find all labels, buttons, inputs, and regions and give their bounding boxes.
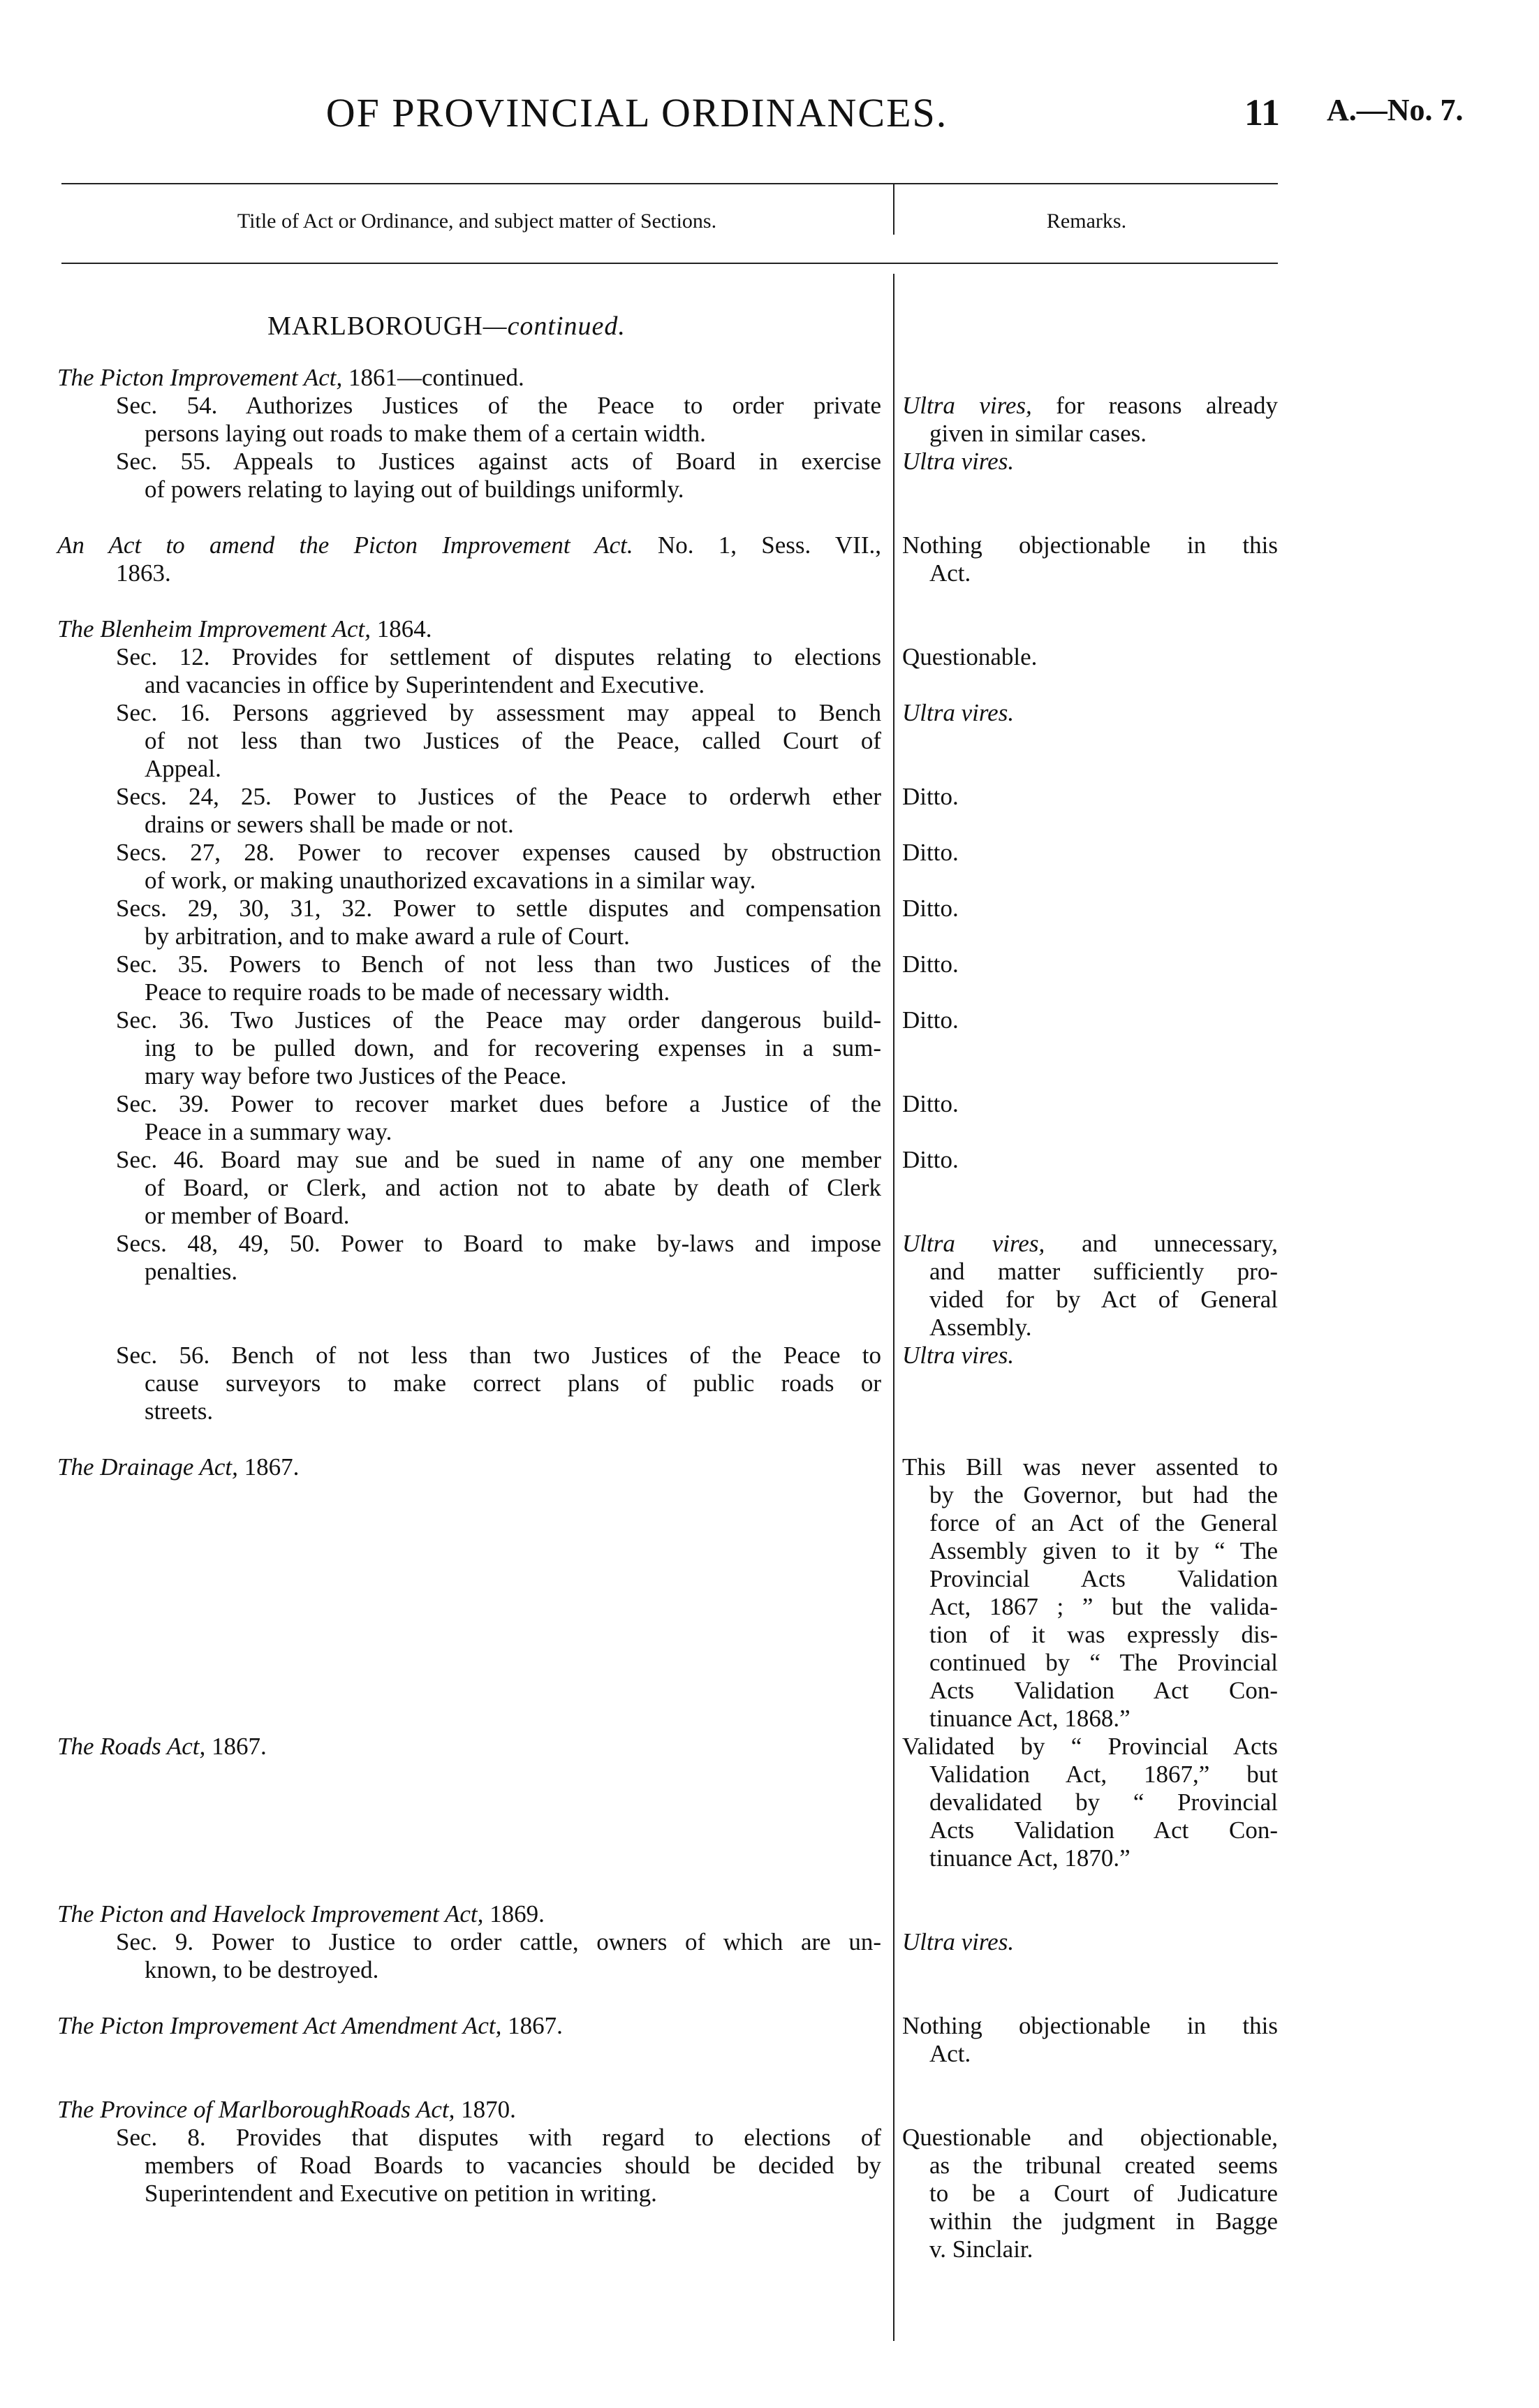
remark-line: Assembly given to it by “ The: [929, 1537, 1278, 1564]
section-name: MARLBOROUGH: [267, 311, 483, 341]
remark-line: tinuance Act, 1870.”: [929, 1844, 1131, 1872]
table-top-rule: [61, 183, 1278, 184]
remark-line: within the judgment in Bagge: [929, 2208, 1278, 2235]
section-heading: [0, 311, 893, 342]
remark-line: v. Sinclair.: [929, 2236, 1033, 2263]
remark-line: Act.: [929, 559, 971, 587]
remark-line: by the Governor, but had the: [929, 1481, 1278, 1508]
section-line: penalties.: [145, 1258, 238, 1285]
section-line: Secs. 29, 30, 31, 32. Power to settle disputes and compensation: [116, 895, 881, 922]
section-line: Secs. 27, 28. Power to recover expenses caused by obstruction: [116, 839, 881, 866]
remark-line: Acts Validation Act Con-: [929, 1677, 1278, 1704]
section-line: cause surveyors to make correct plans of public roads or: [145, 1370, 881, 1397]
section-line: Appeal.: [145, 755, 221, 782]
remark-line: Questionable.: [902, 643, 1038, 670]
section-line: Sec. 46. Board may sue and be sued in name of any one member: [116, 1146, 881, 1173]
act-title-picton-amendment-1867: The Picton Improvement Act Amendment Act, 1867.: [57, 2012, 563, 2039]
remark-line: Ultra vires.: [902, 699, 1015, 726]
section-suffix: —continued.: [483, 311, 626, 341]
section-line: Sec. 56. Bench of not less than two Justices of the Peace to: [116, 1342, 881, 1369]
section-line: streets.: [145, 1397, 214, 1425]
remark-line: Validated by “ Provincial Acts: [902, 1733, 1278, 1760]
section-line: Sec. 16. Persons aggrieved by assessment may appeal to Bench: [116, 699, 881, 726]
section-line: known, to be destroyed.: [145, 1956, 379, 1983]
table-header-rule: [61, 263, 1278, 264]
section-line: Sec. 35. Powers to Bench of not less than two Justices of the: [116, 950, 881, 978]
section-line: Sec. 54. Authorizes Justices of the Peace to order private: [116, 392, 881, 419]
remark-line: This Bill was never assented to: [902, 1453, 1278, 1481]
section-line: of Board, or Clerk, and action not to abate by death of Clerk: [145, 1174, 881, 1201]
remark-line: force of an Act of the General: [929, 1509, 1278, 1536]
remark-line: to be a Court of Judicature: [929, 2180, 1278, 2207]
remark-line: Assembly.: [929, 1314, 1032, 1341]
section-line: Sec. 12. Provides for settlement of disputes relating to elections: [116, 643, 881, 670]
remark-line: Validation Act, 1867,” but: [929, 1761, 1278, 1788]
page-number: 11: [1244, 91, 1281, 133]
remark-line: Ditto.: [902, 1006, 959, 1034]
section-line: of not less than two Justices of the Peace, called Court of: [145, 727, 881, 754]
act-title-roads-1867: The Roads Act, 1867.: [57, 1733, 267, 1760]
act-title-line: 1863.: [116, 559, 171, 587]
remark-line: Nothing objectionable in this: [902, 531, 1278, 559]
section-line: by arbitration, and to make award a rule of Court.: [145, 923, 630, 950]
section-line: mary way before two Justices of the Peace.: [145, 1062, 567, 1089]
remark-line: tion of it was expressly dis-: [929, 1621, 1278, 1648]
section-line: Peace in a summary way.: [145, 1118, 392, 1145]
section-line: of powers relating to laying out of buildings uniformly.: [145, 476, 684, 503]
remark-line: Ditto.: [902, 839, 959, 866]
section-line: Secs. 48, 49, 50. Power to Board to make by-laws and impose: [116, 1230, 881, 1257]
remark-line: Ditto.: [902, 895, 959, 922]
section-line: persons laying out roads to make them of a certain width.: [145, 420, 706, 447]
remark-line: given in similar cases.: [929, 420, 1147, 447]
remark-line: Provincial Acts Validation: [929, 1565, 1278, 1592]
act-title-blenheim-1864: The Blenheim Improvement Act, 1864.: [57, 615, 432, 643]
section-line: Peace to require roads to be made of necessary width.: [145, 978, 670, 1006]
remark-line: Ditto.: [902, 950, 959, 978]
header-column-divider: [893, 184, 894, 235]
remark-line: tinuance Act, 1868.”: [929, 1705, 1131, 1732]
remark-line: vided for by Act of General: [929, 1286, 1278, 1313]
section-line: Sec. 9. Power to Justice to order cattle, owners of which are un-: [116, 1928, 881, 1955]
remark-line: devalidated by “ Provincial: [929, 1789, 1278, 1816]
section-line: or member of Board.: [145, 1202, 350, 1229]
section-line: and vacancies in office by Superintendent and Executive.: [145, 671, 705, 698]
section-line: ing to be pulled down, and for recovering expenses in a sum-: [145, 1034, 881, 1062]
remark-line: Questionable and objectionable,: [902, 2124, 1278, 2151]
section-line: of work, or making unauthorized excavations in a similar way.: [145, 867, 756, 894]
document-reference: A.—No. 7.: [1327, 93, 1464, 127]
section-line: members of Road Boards to vacancies should be decided by: [145, 2152, 881, 2179]
remark-line: Ultra vires.: [902, 448, 1015, 475]
page-title: OF PROVINCIAL ORDINANCES.: [325, 90, 948, 135]
remark-line: Acts Validation Act Con-: [929, 1816, 1278, 1844]
act-title-picton-havelock-1869: The Picton and Havelock Improvement Act, 1869.: [57, 1900, 545, 1928]
section-line: Sec. 36. Two Justices of the Peace may order dangerous build-: [116, 1006, 881, 1034]
section-line: drains or sewers shall be made or not.: [145, 811, 514, 838]
remark-line: as the tribunal created seems: [929, 2152, 1278, 2179]
remark-line: Ditto.: [902, 1146, 959, 1173]
section-line: Sec. 55. Appeals to Justices against acts of Board in exercise: [116, 448, 881, 475]
remark-line: and matter sufficiently pro-: [929, 1258, 1278, 1285]
remark-line: Nothing objectionable in this: [902, 2012, 1278, 2039]
column-divider: [893, 274, 894, 2341]
remark-line: continued by “ The Provincial: [929, 1649, 1278, 1676]
act-title-marlborough-roads-1870: The Province of MarlboroughRoads Act, 1870.: [57, 2096, 516, 2123]
act-title-drainage-1867: The Drainage Act, 1867.: [57, 1453, 300, 1481]
act-title-picton-1861: The Picton Improvement Act, 1861—continued.: [57, 364, 524, 391]
remark-line: Ultra vires, for reasons already: [902, 392, 1278, 419]
remark-line: Ultra vires, and unnecessary,: [902, 1230, 1278, 1257]
section-line: Superintendent and Executive on petition in writing.: [145, 2180, 657, 2207]
remark-line: Act.: [929, 2040, 971, 2067]
remark-line: Ultra vires.: [902, 1928, 1015, 1955]
section-line: Sec. 39. Power to recover market dues before a Justice of the: [116, 1090, 881, 1117]
remark-line: Ditto.: [902, 1090, 959, 1117]
remark-line: Ultra vires.: [902, 1342, 1015, 1369]
act-title-picton-amend-1863: An Act to amend the Picton Improvement Act. No. 1, Sess. VII.,: [57, 531, 881, 559]
section-line: Sec. 8. Provides that disputes with regard to elections of: [116, 2124, 881, 2151]
remark-line: Act, 1867 ; ” but the valida-: [929, 1593, 1278, 1620]
column-heading-remarks: Remarks.: [1046, 210, 1127, 233]
section-line: Secs. 24, 25. Power to Justices of the Peace to orderwh ether: [116, 783, 881, 810]
remark-line: Ditto.: [902, 783, 959, 810]
column-heading-title: Title of Act or Ordinance, and subject matter of Sections.: [237, 210, 717, 233]
